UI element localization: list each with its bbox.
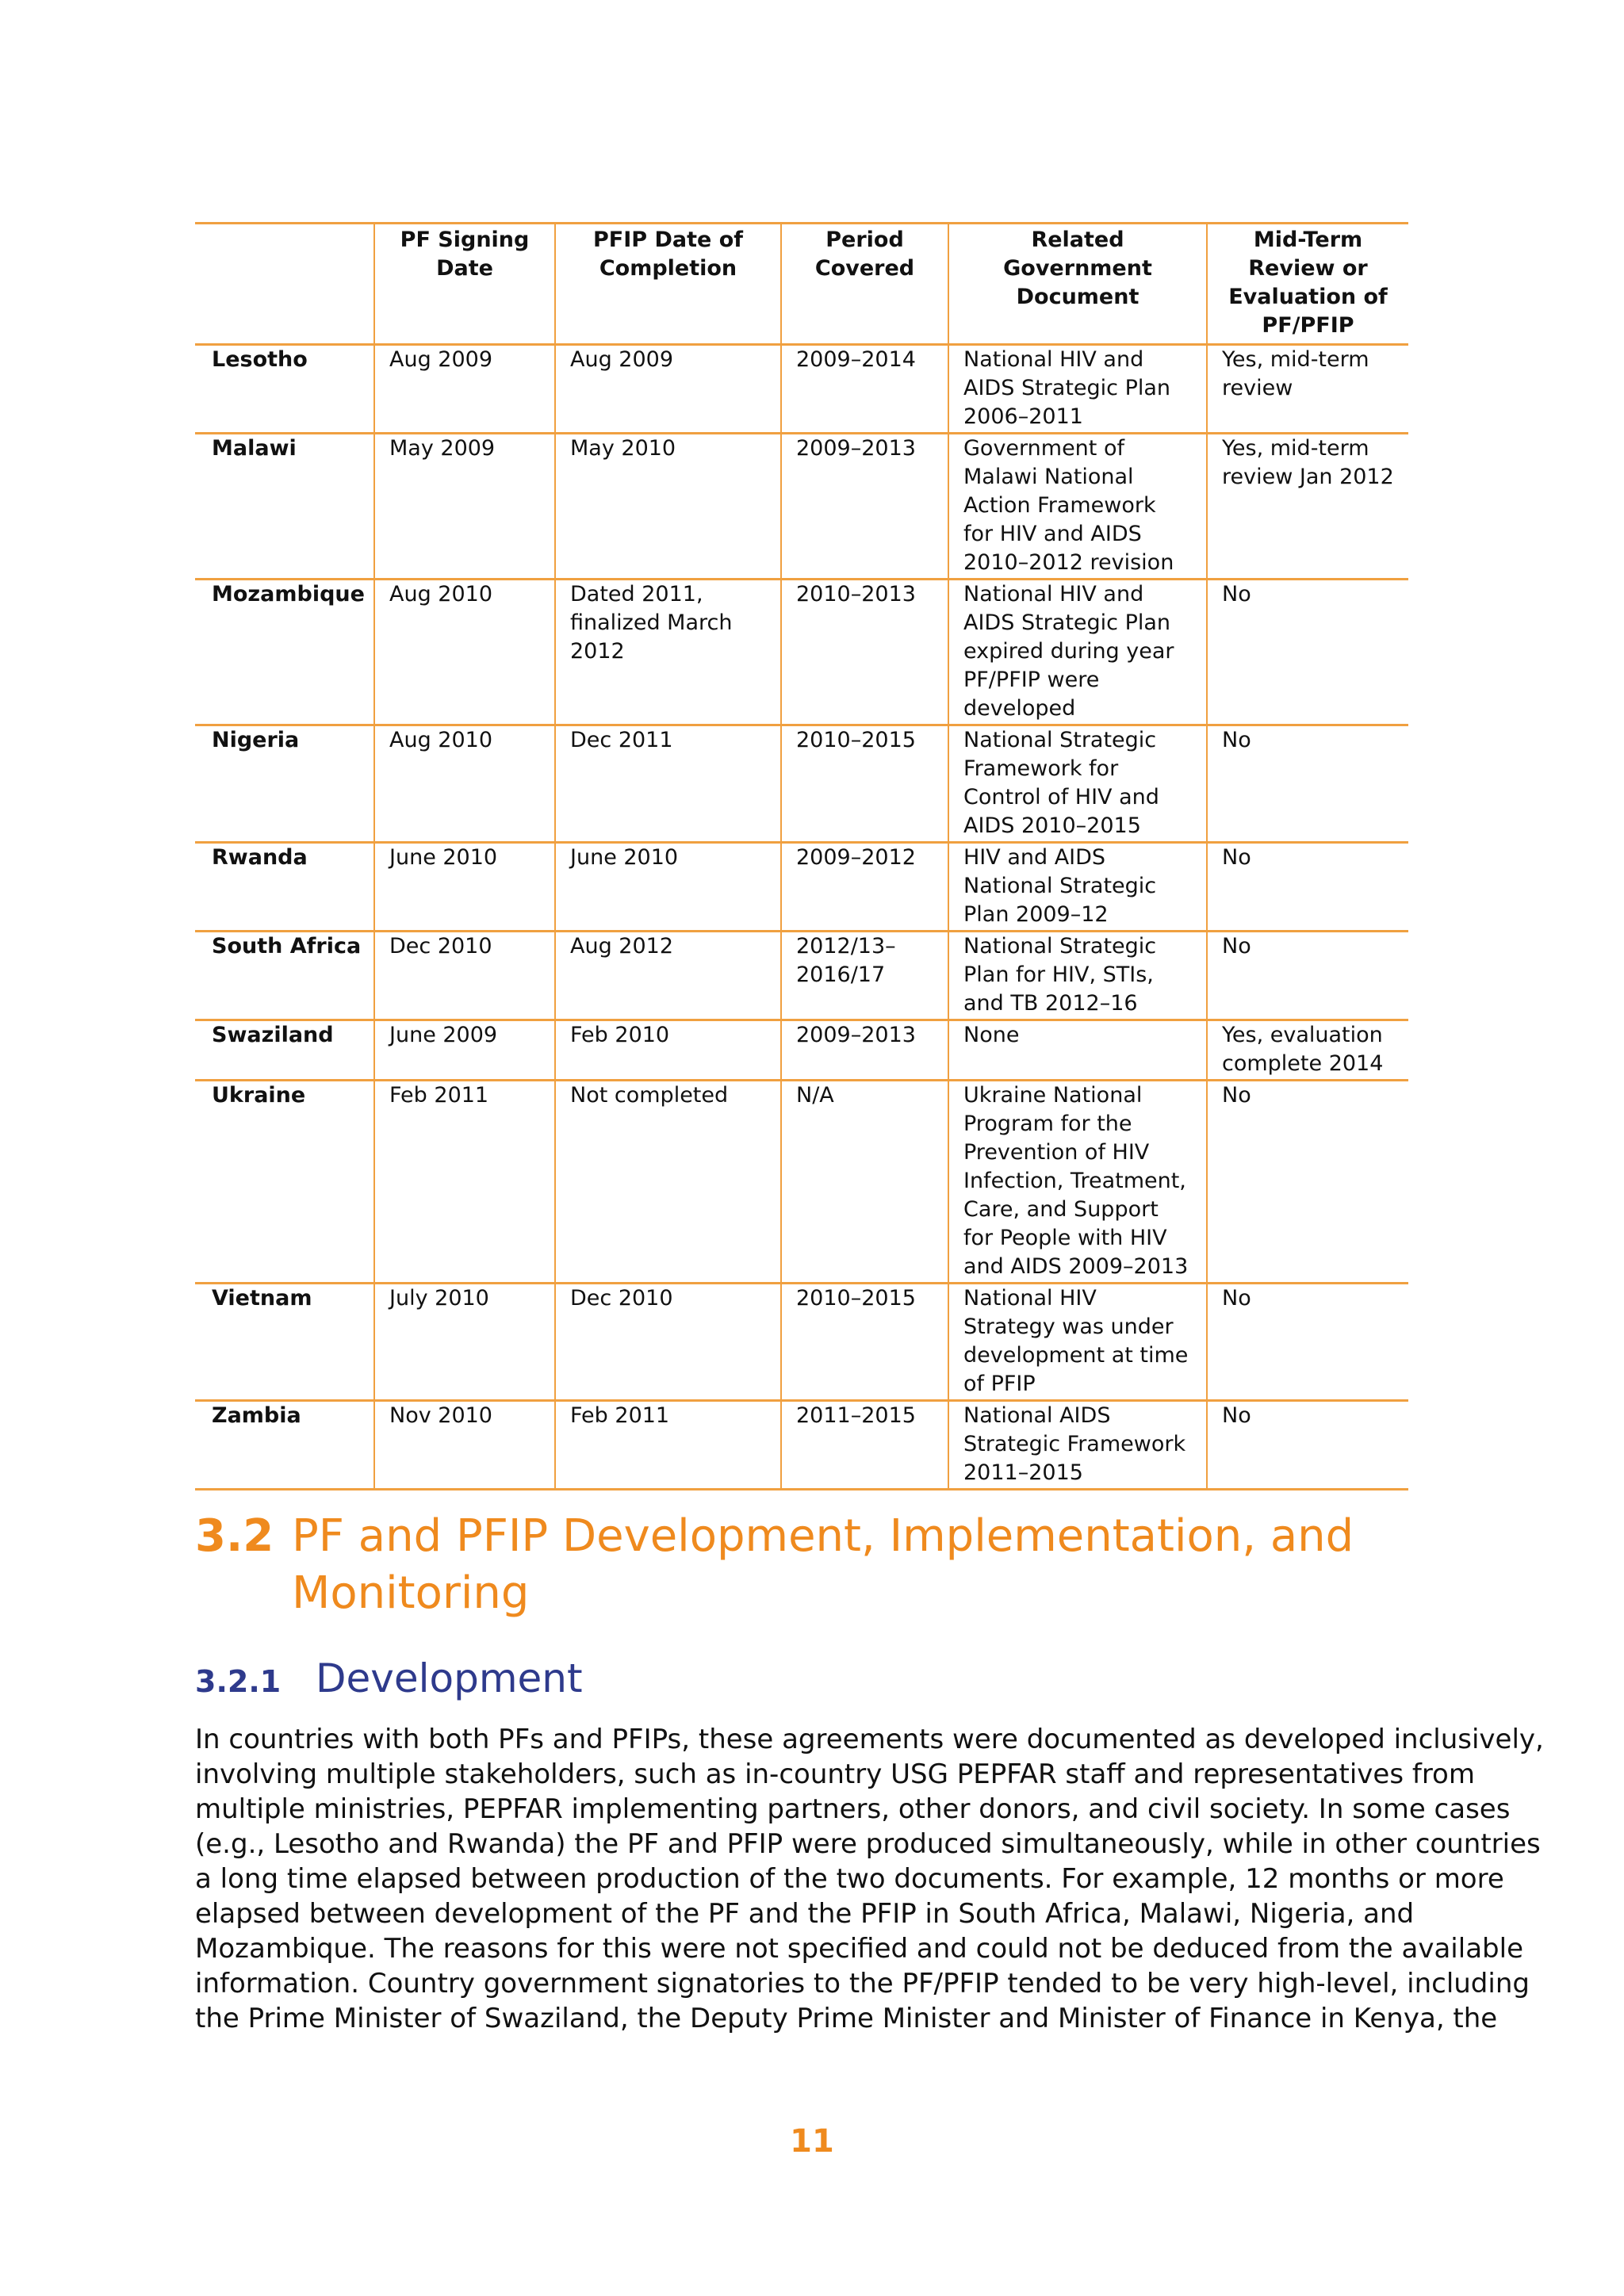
cell-gov-doc: National HIV and AIDS Strategic Plan 2006–2011: [948, 345, 1207, 434]
table-container: [195, 222, 1408, 1490]
cell-country: Zambia: [195, 1401, 374, 1490]
cell-review: No: [1207, 1284, 1408, 1401]
table-row: [195, 1081, 1408, 1284]
subsection-number: 3.2.1: [195, 1664, 282, 1699]
paragraph-line: (e.g., Lesotho and Rwanda) the PF and PFIP were produced simultaneously, while in other countries: [195, 1828, 1541, 1860]
cell-country: Vietnam: [195, 1284, 374, 1401]
cell-gov-doc: Ukraine National Program for the Prevention of HIV Infection, Treatment, Care, and Support for People with HIV and AIDS 2009–2013: [948, 1081, 1207, 1284]
cell-gov-doc: Government of Malawi National Action Framework for HIV and AIDS 2010–2012 revision: [948, 434, 1207, 580]
section-number: 3.2: [195, 1510, 274, 1562]
cell-pf-signing: Aug 2010: [374, 580, 555, 725]
section-title-line1: PF and PFIP Development, Implementation, and: [292, 1510, 1354, 1562]
cell-gov-doc: None: [948, 1020, 1207, 1081]
cell-pfip-completion: Aug 2009: [555, 345, 781, 434]
paragraph-line: involving multiple stakeholders, such as in-country USG PEPFAR staff and representatives from: [195, 1758, 1475, 1790]
paragraph-line: information. Country government signatories to the PF/PFIP tended to be very high-level, including: [195, 1968, 1530, 1999]
paragraph-line: elapsed between development of the PF and the PFIP in South Africa, Malawi, Nigeria, and: [195, 1898, 1415, 1930]
cell-country: Mozambique: [195, 580, 374, 725]
cell-pf-signing: May 2009: [374, 434, 555, 580]
cell-pfip-completion: Dated 2011, finalized March 2012: [555, 580, 781, 725]
cell-pfip-completion: Dec 2011: [555, 725, 781, 843]
section-heading: [195, 1508, 1432, 1622]
cell-gov-doc: National HIV and AIDS Strategic Plan expired during year PF/PFIP were developed: [948, 580, 1207, 725]
cell-country: Nigeria: [195, 725, 374, 843]
cell-pfip-completion: Feb 2011: [555, 1401, 781, 1490]
cell-period: 2010–2015: [781, 725, 948, 843]
body-paragraph: [195, 1722, 1544, 2036]
cell-pfip-completion: May 2010: [555, 434, 781, 580]
cell-review: No: [1207, 932, 1408, 1020]
paragraph-line: multiple ministries, PEPFAR implementing partners, other donors, and civil society. In some cases: [195, 1793, 1511, 1825]
cell-period: 2009–2014: [781, 345, 948, 434]
cell-review: No: [1207, 725, 1408, 843]
subsection-title: Development: [316, 1655, 583, 1701]
cell-pf-signing: June 2009: [374, 1020, 555, 1081]
paragraph-line: In countries with both PFs and PFIPs, these agreements were documented as developed inclusively,: [195, 1724, 1544, 1755]
cell-period: 2010–2013: [781, 580, 948, 725]
cell-country: Swaziland: [195, 1020, 374, 1081]
cell-pf-signing: Aug 2009: [374, 345, 555, 434]
table-row: [195, 843, 1408, 932]
cell-pfip-completion: Dec 2010: [555, 1284, 781, 1401]
cell-period: N/A: [781, 1081, 948, 1284]
header-country: [195, 224, 374, 345]
cell-pfip-completion: Feb 2010: [555, 1020, 781, 1081]
cell-review: Yes, mid-term review Jan 2012: [1207, 434, 1408, 580]
cell-period: 2009–2013: [781, 1020, 948, 1081]
pf-pfip-table: [195, 222, 1408, 1490]
header-pf-signing-date: PF Signing Date: [374, 224, 555, 345]
header-mid-term-review: Mid-Term Review or Evaluation of PF/PFIP: [1207, 224, 1408, 345]
cell-period: 2009–2013: [781, 434, 948, 580]
page-number: 11: [790, 2123, 834, 2160]
cell-review: No: [1207, 1081, 1408, 1284]
table-row: [195, 1020, 1408, 1081]
cell-country: Malawi: [195, 434, 374, 580]
cell-pf-signing: Aug 2010: [374, 725, 555, 843]
paragraph-line: Mozambique. The reasons for this were not specified and could not be deduced from the available: [195, 1933, 1523, 1965]
cell-review: Yes, mid-term review: [1207, 345, 1408, 434]
header-pfip-completion-date: PFIP Date of Completion: [555, 224, 781, 345]
cell-review: No: [1207, 580, 1408, 725]
table-row: [195, 345, 1408, 434]
cell-pf-signing: Nov 2010: [374, 1401, 555, 1490]
cell-country: Ukraine: [195, 1081, 374, 1284]
header-related-government-document: Related Government Document: [948, 224, 1207, 345]
paragraph-line: a long time elapsed between production of the two documents. For example, 12 months or more: [195, 1863, 1504, 1895]
cell-gov-doc: HIV and AIDS National Strategic Plan 2009–12: [948, 843, 1207, 932]
cell-review: No: [1207, 843, 1408, 932]
cell-period: 2012/13–2016/17: [781, 932, 948, 1020]
cell-country: South Africa: [195, 932, 374, 1020]
cell-review: No: [1207, 1401, 1408, 1490]
cell-period: 2011–2015: [781, 1401, 948, 1490]
cell-gov-doc: National Strategic Framework for Control of HIV and AIDS 2010–2015: [948, 725, 1207, 843]
table-row: [195, 434, 1408, 580]
cell-gov-doc: National HIV Strategy was under development at time of PFIP: [948, 1284, 1207, 1401]
table-header-row: [195, 224, 1408, 345]
cell-pfip-completion: Not completed: [555, 1081, 781, 1284]
table-row: [195, 725, 1408, 843]
cell-period: 2009–2012: [781, 843, 948, 932]
table-row: [195, 932, 1408, 1020]
cell-pf-signing: Feb 2011: [374, 1081, 555, 1284]
cell-pfip-completion: June 2010: [555, 843, 781, 932]
cell-pf-signing: June 2010: [374, 843, 555, 932]
cell-period: 2010–2015: [781, 1284, 948, 1401]
subsection-heading: [195, 1655, 583, 1701]
cell-country: Lesotho: [195, 345, 374, 434]
cell-gov-doc: National Strategic Plan for HIV, STIs, and TB 2012–16: [948, 932, 1207, 1020]
table-row: [195, 1401, 1408, 1490]
cell-pfip-completion: Aug 2012: [555, 932, 781, 1020]
cell-review: Yes, evaluation complete 2014: [1207, 1020, 1408, 1081]
section-heading-line1: [195, 1508, 1432, 1565]
paragraph-line: the Prime Minister of Swaziland, the Deputy Prime Minister and Minister of Finance in Kenya, the: [195, 2003, 1498, 2034]
cell-pf-signing: July 2010: [374, 1284, 555, 1401]
table-row: [195, 1284, 1408, 1401]
cell-pf-signing: Dec 2010: [374, 932, 555, 1020]
table-row: [195, 580, 1408, 725]
cell-country: Rwanda: [195, 843, 374, 932]
header-period-covered: Period Covered: [781, 224, 948, 345]
section-title-line2: Monitoring: [292, 1567, 530, 1619]
cell-gov-doc: National AIDS Strategic Framework 2011–2015: [948, 1401, 1207, 1490]
